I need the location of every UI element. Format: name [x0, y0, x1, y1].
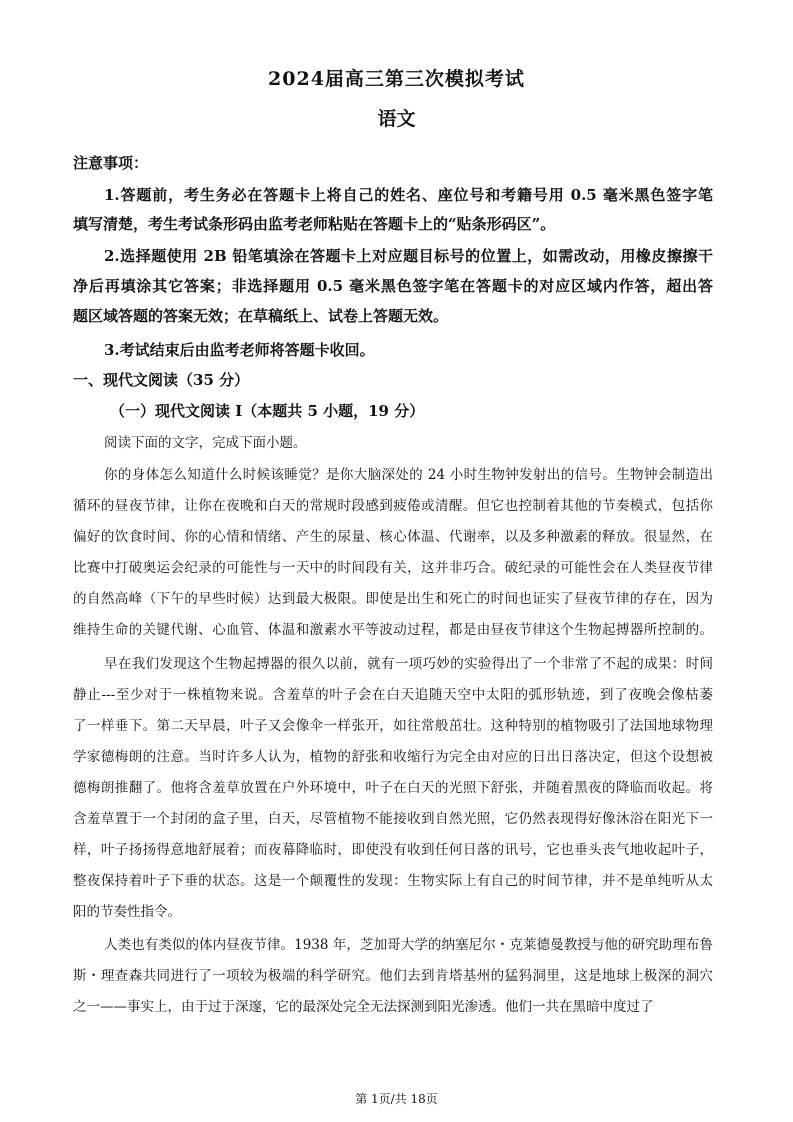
notice-line: 3.考试结束后由监考老师将答题卡收回。 — [104, 341, 375, 359]
passage-line: 比赛中打破奥运会纪录的可能性与一天中的时间段有关，这并非巧合。破纪录的可能性会在人类昼夜节律 — [73, 560, 713, 576]
passage-line: 阳的节奏性指令。 — [73, 904, 181, 920]
passage-line: 含羞草置于一个封闭的盒子里，白天，尽管植物不能接收到自然光照，它仍然表现得好像沐浴在阳光下一 — [73, 811, 713, 827]
passage-line: 的自然高峰（下午的早些时候）达到最大极限。即使是出生和死亡的时间也证实了昼夜节律的存在，因为 — [73, 591, 713, 607]
notice-line: 1.答题前，考生务必在答题卡上将自己的姓名、座位号和考籍号用 0.5 毫米黑色签字笔 — [104, 186, 713, 204]
notice-line: 净后再填涂其它答案；非选择题用 0.5 毫米黑色签字笔在答题卡的对应区域内作答，超出答 — [73, 277, 713, 295]
notice-line: 2.选择题使用 2B 铅笔填涂在答题卡上对应题目标号的位置上，如需改动，用橡皮擦擦干 — [104, 247, 713, 265]
passage-line: 整夜保持着叶子下垂的状态。这是一个颠覆性的发现：生物实际上有自己的时间节律，并不是单纯听从太 — [73, 873, 713, 889]
page-number: 第 1页/共 18页 — [355, 1092, 438, 1106]
passage-line: 德梅朗推翻了。他将含羞草放置在户外环境中，叶子在白天的光照下舒张，并随着黑夜的降临而收起。将 — [73, 780, 713, 796]
passage-line: 早在我们发现这个生物起搏器的很久以前，就有一项巧妙的实验得出了一个非常了不起的成果：时间 — [104, 656, 713, 672]
notice-line: 填写清楚，考生考试条形码由监考老师粘贴在答题卡上的“贴条形码区”。 — [73, 215, 556, 233]
exam-title: 2024届高三第三次模拟考试 — [268, 68, 525, 90]
passage-line: 你的身体怎么知道什么时候该睡觉？是你大脑深处的 24 小时生物钟发射出的信号。生物钟会制造出 — [104, 467, 713, 483]
passage-line: 人类也有类似的体内昼夜节律。1938 年，芝加哥大学的纳塞尼尔・克莱德曼教授与他的研究助理布鲁 — [104, 937, 713, 953]
passage-line: 静止---至少对于一株植物来说。含羞草的叶子会在白天追随天空中太阳的弧形轨迹，到了夜晚会像枯萎 — [73, 687, 713, 703]
passage-line: 了一样垂下。第二天早晨，叶子又会像伞一样张开，如往常般茁壮。这种特别的植物吸引了法国地球物理 — [73, 718, 713, 734]
section-subheading: （一）现代文阅读 I（本题共 5 小题，19 分） — [110, 402, 425, 420]
reading-instruction: 阅读下面的文字，完成下面小题。 — [104, 435, 307, 451]
passage-line: 之一——事实上，由于过于深邃，它的最深处完全无法探测到阳光渗透。他们一共在黑暗中度过了 — [73, 999, 654, 1015]
passage-line: 偏好的饮食时间、你的心情和情绪、产生的尿量、核心体温、代谢率，以及多种激素的释放。很显然，在 — [73, 529, 713, 545]
notice-line: 题区域答题的答案无效；在草稿纸上、试卷上答题无效。 — [73, 307, 449, 325]
passage-line: 学家德梅朗的注意。当时许多人认为，植物的舒张和收缩行为完全由对应的日出日落决定，但这个设想被 — [73, 749, 713, 765]
passage-line: 斯・理查森共同进行了一项较为极端的科学研究。他们去到肯塔基州的猛犸洞里，这是地球上极深的洞穴 — [73, 968, 713, 984]
section-heading: 一、现代文阅读（35 分） — [73, 371, 250, 389]
passage-line: 维持生命的关键代谢、心血管、体温和激素水平等波动过程，都是由昼夜节律这个生物起搏器所控制的。 — [73, 622, 713, 638]
passage-line: 样，叶子扬扬得意地舒展着；而夜幕降临时，即使没有收到任何日落的讯号，它也垂头丧气地收起叶子， — [73, 842, 713, 858]
notice-heading: 注意事项： — [73, 154, 149, 172]
passage-line: 循环的昼夜节律，让你在夜晚和白天的常规时段感到疲倦或清醒。但它也控制着其他的节奏模式，包括你 — [73, 498, 713, 514]
subject-title: 语文 — [377, 108, 416, 130]
